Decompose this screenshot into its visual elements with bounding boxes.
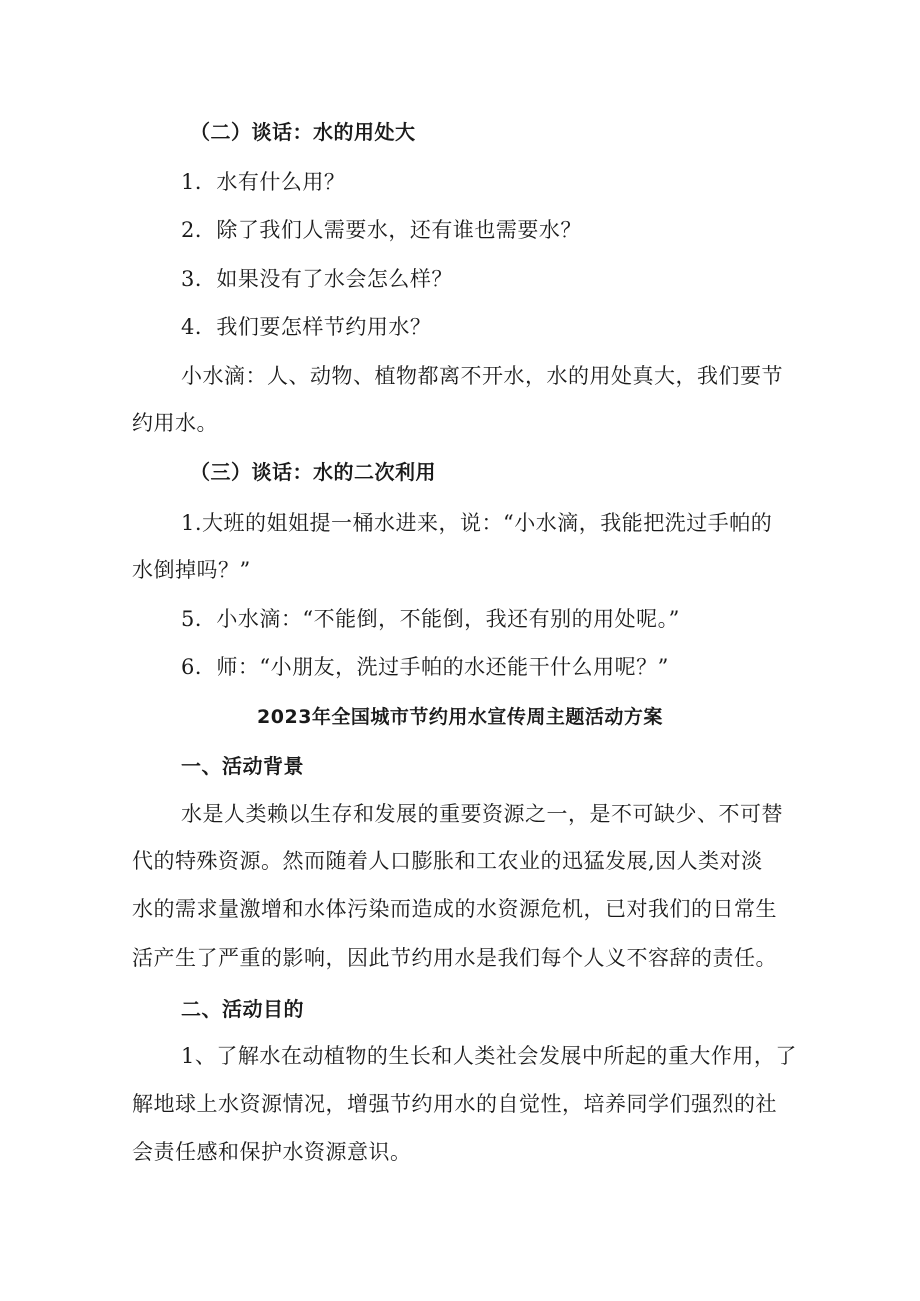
paragraph-line: 小水滴：人、动物、植物都离不开水，水的用处真大，我们要节 (181, 364, 783, 388)
paragraph-line: 活产生了严重的影响，因此节约用水是我们每个人义不容辞的责任。 (132, 946, 777, 970)
section-heading-background: 一、活动背景 (181, 754, 304, 778)
section-heading-usefulness: （二）谈话：水的用处大 (190, 120, 416, 144)
question-item-1: 1．水有什么用？ (181, 170, 346, 194)
paragraph-line: 1、了解水在动植物的生长和人类社会发展中所起的重大作用，了 (181, 1044, 797, 1068)
paragraph-line: 代的特殊资源。然而随着人口膨胀和工农业的迅猛发展,因人类对淡 (132, 849, 763, 873)
question-item-4: 4．我们要怎样节约用水？ (181, 315, 432, 339)
paragraph-line: 水倒掉吗？” (132, 558, 251, 582)
plan-title: 2023年全国城市节约用水宣传周主题活动方案 (257, 706, 663, 728)
paragraph-line: 水的需求量激增和水体污染而造成的水资源危机，已对我们的日常生 (132, 897, 777, 921)
paragraph-line: 5．小水滴：“不能倒，不能倒，我还有别的用处呢。” (181, 607, 680, 631)
paragraph-line: 1.大班的姐姐提一桶水进来，说：“小水滴，我能把洗过手帕的 (181, 511, 773, 535)
paragraph-line: 会责任感和保护水资源意识。 (132, 1140, 412, 1164)
paragraph-line: 水是人类赖以生存和发展的重要资源之一，是不可缺少、不可替 (181, 802, 783, 826)
question-item-2: 2．除了我们人需要水，还有谁也需要水？ (181, 218, 582, 242)
paragraph-line: 6．师：“小朋友，洗过手帕的水还能干什么用呢？” (181, 655, 669, 679)
paragraph-line: 解地球上水资源情况，增强节约用水的自觉性，培养同学们强烈的社 (132, 1092, 777, 1116)
question-item-3: 3．如果没有了水会怎么样？ (181, 267, 453, 291)
section-heading-goals: 二、活动目的 (181, 997, 304, 1021)
paragraph-line: 约用水。 (132, 411, 218, 435)
section-heading-reuse: （三）谈话：水的二次利用 (190, 460, 436, 484)
